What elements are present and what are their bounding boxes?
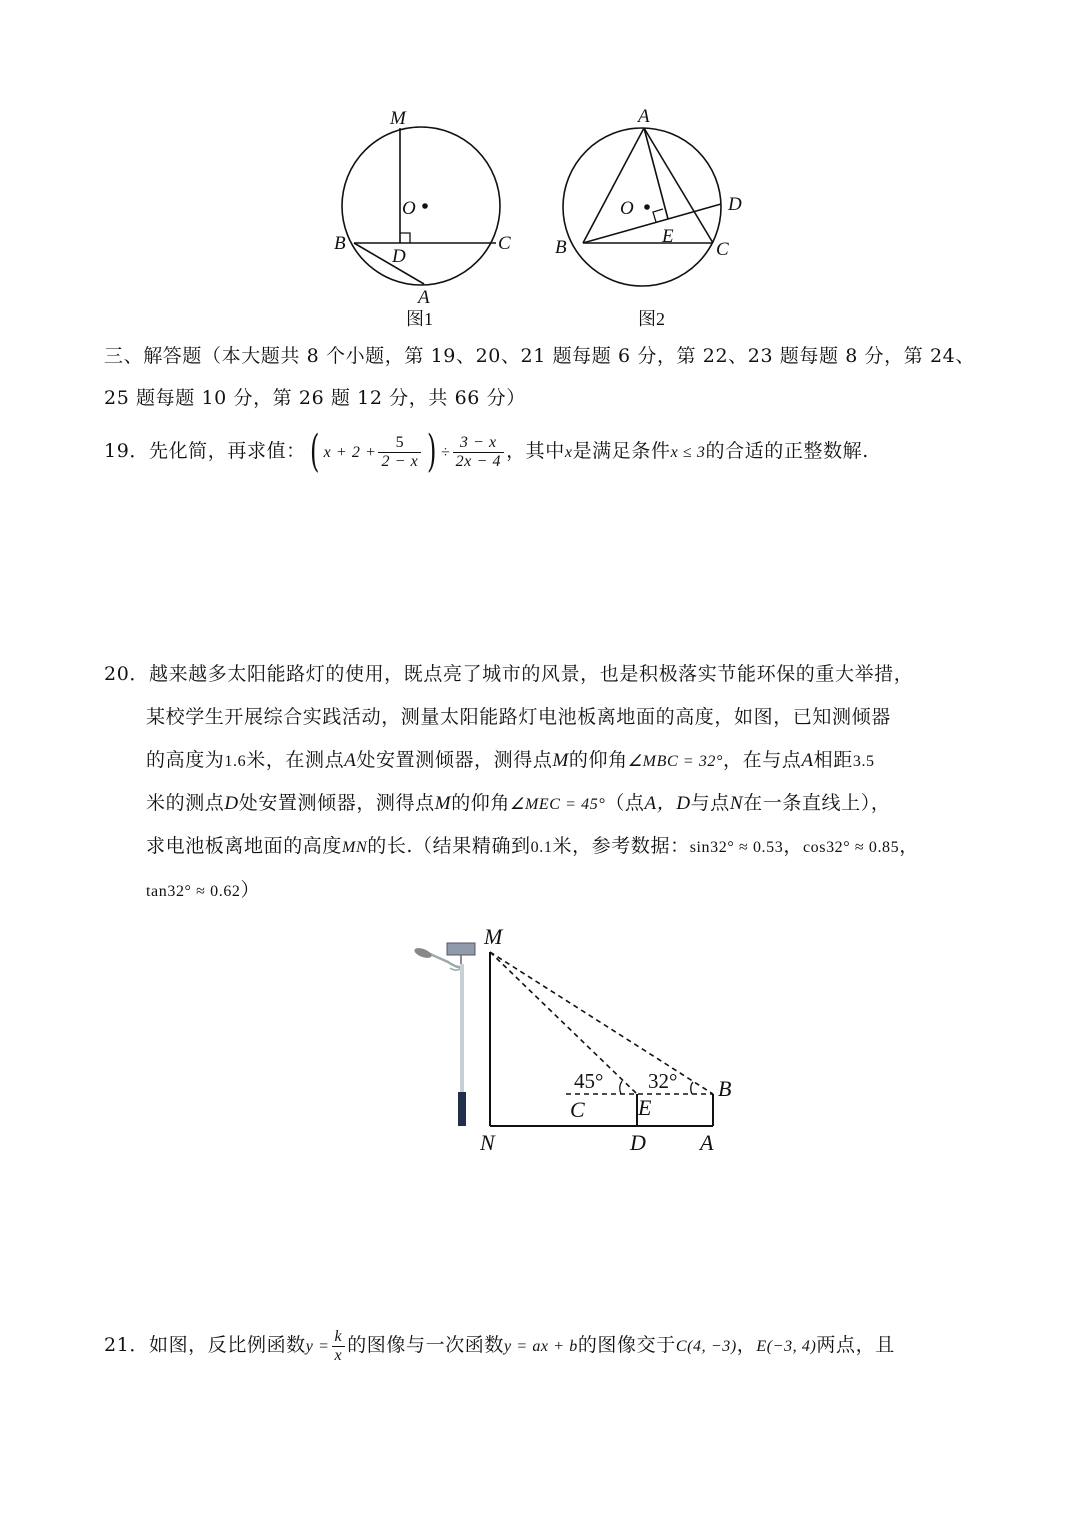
fig1-label-c: C: [498, 233, 511, 254]
fig1-label-b: B: [334, 233, 346, 254]
fig2-label-o: O: [620, 198, 634, 219]
question-21: 21．如图，反比例函数y = $\frac{k}{x}$ 的图像与一次函数y = ax + b的图像交于C(4, −3)，E(−3, 4)两点，且: [104, 1327, 895, 1364]
q20-figure: [400, 920, 760, 1160]
q20-line-3: 的高度为1.6米，在测点A处安置测倾器，测得点M的仰角∠MBC = 32°，在与点A相距3.5: [146, 749, 875, 771]
question-19: [104, 428, 869, 476]
q20-line-1: 20．越来越多太阳能路灯的使用，既点亮了城市的风景，也是积极落实节能环保的重大举措，: [104, 663, 914, 685]
fig20-label-c: C: [570, 1097, 585, 1122]
fig2-label-b: B: [555, 237, 567, 258]
fig2-label-a: A: [638, 106, 650, 127]
q19-divide: ÷: [441, 444, 451, 461]
angle-arc-45: [620, 1081, 622, 1094]
q19-fraction-2: $\frac{3 - x}{2x - 4}$: [453, 434, 505, 471]
section-3-line-2: 25 题每题 10 分，第 26 题 12 分，共 66 分）: [104, 387, 526, 409]
fig2-label-c: C: [716, 239, 729, 260]
q19-fraction-1: $\frac{5}{2 - x}$: [378, 434, 421, 471]
fig20-label-b: B: [718, 1076, 732, 1101]
q20-number: 20．: [104, 663, 149, 685]
q21-fraction: $\frac{k}{x}$: [332, 1328, 346, 1365]
sightline-me: [490, 952, 637, 1094]
fig1-label-o: O: [402, 198, 416, 219]
solar-panel: [447, 943, 475, 955]
fig2-line-bd: [583, 204, 721, 243]
fig1-circle: [342, 127, 500, 285]
fig1-label-d: D: [392, 246, 406, 267]
fig20-label-d: D: [630, 1130, 646, 1155]
q19-paren-right: ): [427, 426, 438, 477]
q19-tail: 的合适的正整数解.: [705, 440, 869, 462]
fig20-angle-32: 32°: [648, 1069, 678, 1093]
fig2-label-e: E: [662, 226, 674, 247]
fig20-label-m: M: [484, 924, 503, 949]
fig20-angle-45: 45°: [574, 1069, 604, 1093]
q19-var: x: [564, 444, 573, 461]
lamp-head: [413, 946, 433, 960]
q21-number: 21．: [104, 1334, 149, 1356]
q20-line-2: 某校学生开展综合实践活动，测量太阳能路灯电池板离地面的高度，如图，已知测倾器: [146, 706, 891, 728]
figure-2: [552, 100, 762, 335]
fig2-line-ac: [644, 128, 713, 243]
fig20-label-n: N: [480, 1130, 495, 1155]
fig20-label-a: A: [700, 1130, 714, 1155]
angle-arc-32: [691, 1082, 693, 1094]
solar-lamp-illustration: [413, 943, 475, 1126]
section-3-line-1: 三、解答题（本大题共 8 个小题，第 19、20、21 题每题 6 分，第 22、23 题每题 8 分，第 24、: [104, 345, 975, 367]
q20-line-4: 米的测点D处安置测倾器，测得点M的仰角∠MEC = 45°（点A，D与点N在一条直线上），: [146, 792, 891, 814]
fig2-caption: 图2: [638, 309, 665, 329]
lamp-base: [458, 1092, 466, 1126]
fig1-right-angle: [400, 233, 410, 243]
fig1-label-m: M: [390, 108, 406, 129]
q20-line-5: 求电池板离地面的高度MN的长.（结果精确到0.1米，参考数据：sin32° ≈ 0.53，cos32° ≈ 0.85，: [146, 835, 919, 857]
figure-1: [330, 100, 530, 335]
fig1-label-a: A: [418, 287, 430, 308]
q19-expr-a: x + 2 +: [323, 444, 377, 461]
fig2-center-dot: [644, 204, 650, 210]
fig1-caption: 图1: [406, 309, 433, 329]
q19-paren-left: (: [309, 426, 320, 477]
q20-line-6: tan32° ≈ 0.62）: [146, 879, 261, 901]
fig1-center-dot: [422, 203, 428, 209]
fig2-label-d: D: [728, 194, 742, 215]
fig2-circle: [563, 128, 721, 286]
q19-mid2: 是满足条件: [572, 440, 671, 462]
q19-lead: 先化简，再求值：: [148, 440, 306, 462]
q19-condition: x ≤ 3: [670, 444, 706, 461]
fig20-label-e: E: [638, 1095, 652, 1120]
q19-mid: ，其中: [506, 440, 565, 462]
q19-number: 19．: [104, 440, 149, 462]
